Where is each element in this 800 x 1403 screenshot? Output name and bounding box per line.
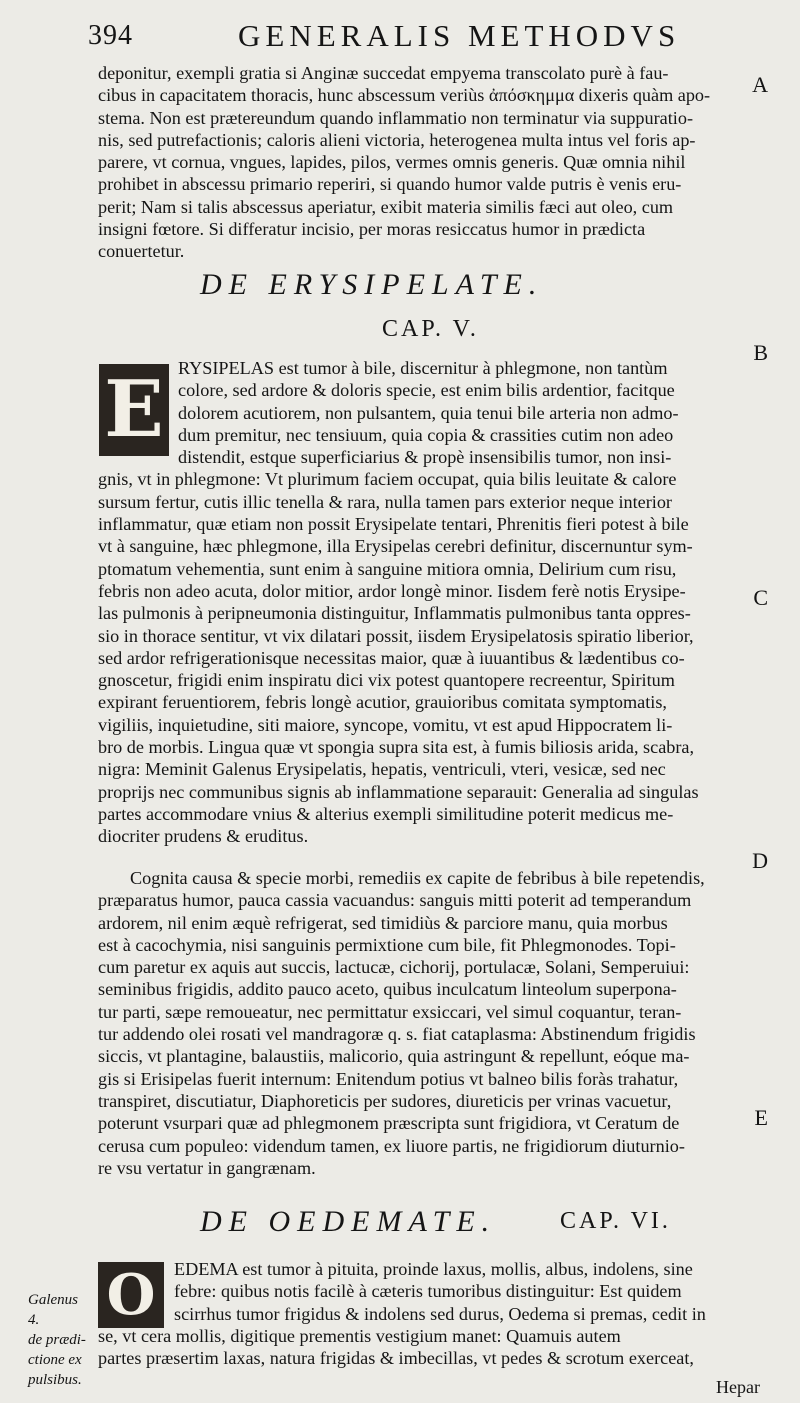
text-line: EDEMA est tumor à pituita, proinde laxus, mollis, albus, indolens, sine (174, 1259, 693, 1279)
text-line: præparatus humor, pauca cassia vacuandus: sanguis mitti poterit ad temperandum (98, 890, 692, 911)
text-line: inflammatur, quæ etiam non possit Erysipelate tentari, Phrenitis fieri potest à bile (98, 514, 689, 535)
text-line: sed ardor refrigerationisque necessitas maior, quæ à iuuantibus & lædentibus co- (98, 647, 685, 668)
text-line: re vsu vertatur in gangrænam. (98, 1157, 316, 1178)
text-line: gnis, vt in phlegmone: Vt plurimum faciem occupat, quia bilis leuitate & calore (98, 469, 677, 490)
text-line: diocriter prudens & eruditus. (98, 826, 309, 847)
text-line: febre: quibus notis facilè à cæteris tumoribus distinguitur: Est quidem (174, 1281, 682, 1302)
marginal-note (28, 1290, 92, 1390)
text-line: partes præsertim laxas, natura frigidas & imbecillas, vt pedes & scrotum exerceat, (98, 1348, 694, 1369)
catchword: Hepar (716, 1377, 760, 1397)
text-line: conuertetur. (98, 241, 185, 262)
text-line: poterunt vsurpari quæ ad phlegmonem præscripta sunt frigidiora, vt Ceratum de (98, 1113, 680, 1134)
text-line: cibus in capacitatem thoracis, hunc abscessum veriùs ἀπόσκημμα dixeris quàm apo- (98, 85, 711, 106)
chapter-number-v: CAP. V. (382, 316, 479, 342)
text-line: bro de morbis. Lingua quæ vt spongia supra sita est, à fumis biliosis arida, scabra, (98, 737, 695, 758)
text-line: seminibus frigidis, addito pauco aceto, quibus inculcatum linteolum superpona- (98, 979, 677, 1000)
text-line: gis si Erisipelas fuerit internum: Enitendum potius vt balneo bilis foràs trahatur, (98, 1068, 679, 1089)
text-line: tur parti, sæpe remoueatur, nec permittatur exsiccari, vel simul coquantur, teran- (98, 1001, 682, 1022)
text-line: stema. Non est prætereundum quando inflammatio non terminatur via suppuratio- (98, 107, 694, 128)
dropcap-letter: E (104, 364, 164, 455)
text-line: colore, sed ardore & doloris specie, est enim bilis ardentior, facitque (178, 380, 675, 401)
text-line: ardorem, nil enim æquè refrigerat, sed timidiùs & parciore manu, quia morbus (98, 912, 668, 933)
page-number: 394 (88, 20, 133, 51)
text-line: gnoscetur, frigidi enim inspiratu dici vix potest quantopere recreentur, Spiritum (98, 670, 675, 691)
text-line: dolorem acutiorem, non pulsantem, quia tenui bile arteria non admo- (178, 402, 679, 423)
text-line: siccis, vt plantagine, balaustiis, malicorio, quia astringunt & repellunt, eóque ma- (98, 1046, 690, 1067)
text-line: partes accommodare vnius & alterius exempli similitudine poterit medicus me- (98, 803, 674, 824)
text-line: nis, sed putrefactionis; caloris alieni victoria, heterogenea multa intus vel foris ap- (98, 129, 696, 150)
dropcap-letter: O (106, 1262, 156, 1328)
text-line: tur addendo olei rosati vel mandragoræ q. s. fiat cataplasma: Abstinendum frigidis (98, 1024, 696, 1045)
marginal-note-line: de prædi- (28, 1332, 86, 1348)
text-line: se, vt cera mollis, digitique prementis vestigium manet: Quamuis autem (98, 1325, 621, 1346)
text-line: dum premitur, nec tensiuum, quia copia & crassities cutim non adeo (178, 424, 674, 445)
paragraph-oedema (98, 1258, 758, 1369)
section-heading-erysipelate: DE ERYSIPELATE. (200, 268, 544, 301)
text-line: Cognita causa & specie morbi, remediis ex capite de febribus à bile repetendis, (130, 868, 705, 888)
text-line: transpiret, discutiatur, Diaphoreticis per sudores, diureticis per vrinas vacuetur, (98, 1090, 672, 1111)
text-line: proprijs nec communibus signis ab inflammatione separauit: Generalia ad singulas (98, 781, 699, 802)
text-line: sio in thorace sentitur, vt vix dilatari possit, iisdem Erysipelatosis spiratio liberior, (98, 625, 694, 646)
text-line: las pulmonis à peripneumonia distinguitur, Inflammatis pulmonibus tanta oppres- (98, 603, 691, 624)
margin-letter-a: A (752, 72, 768, 97)
text-line: est à cacochymia, nisi sanguinis permixtione cum bile, fit Phlegmonodes. Topi- (98, 934, 676, 955)
margin-letter-d: D (752, 848, 768, 873)
running-title: GENERALIS METHODVS (238, 18, 681, 53)
text-line: parere, vt cornua, vngues, lapides, pilos, vermes omnis generis. Quæ omnia nihil (98, 152, 686, 173)
text-line: febris non adeo acuta, dolor mitior, ardor longè minor. Iisdem ferè notis Erysipe- (98, 580, 686, 601)
text-line: insigni fœtore. Si differatur incisio, per moras resiccatus humor in prædicta (98, 219, 646, 240)
text-line: cum paretur ex aquis aut succis, lactucæ, cichorij, portulacæ, Solani, Semperuiui: (98, 957, 690, 978)
text-line: distendit, estque superficiarius & propè insensibilis tumor, non insi- (178, 447, 672, 468)
margin-letter-b: B (753, 340, 768, 365)
paragraph-erysipelas (98, 357, 758, 848)
text-line: ptomatum vehementia, sunt enim à sanguine mitiora omnia, Delirium cum risu, (98, 558, 677, 579)
margin-letter-c: C (753, 585, 768, 610)
text-line: vt à sanguine, hæc phlegmone, illa Erysipelas cerebri definitur, discernuntur sym- (98, 536, 693, 557)
paragraph-abscess (98, 62, 758, 263)
text-line: vigiliis, inquietudine, siti maiore, syncope, vomitu, vt est apud Hippocratem li- (98, 714, 673, 735)
text-line: perit; Nam si talis abscessus aperiatur, exibit materia similis fæci aut oleo, cum (98, 196, 674, 217)
text-line: cerusa cum populeo: videndum tamen, ex liuore partis, ne frigidiorum diuturnio- (98, 1135, 685, 1156)
text-line: sursum fertur, cutis illic tenella & rara, nulla tamen pars exterior neque interior (98, 491, 672, 512)
text-line: scirrhus tumor frigidus & indolens sed durus, Oedema si premas, cedit in (174, 1303, 706, 1324)
text-line: expirant feruentiorem, febris longè acutior, grauioribus comitata symptomatis, (98, 692, 667, 713)
marginal-note-line: ctione ex (28, 1352, 82, 1368)
text-line: deponitur, exempli gratia si Anginæ succedat empyema transcolato purè à fau- (98, 63, 669, 83)
text-line: nigra: Meminit Galenus Erysipelatis, hepatis, ventriculi, vteri, vesicæ, sed nec (98, 759, 666, 780)
text-line: RYSIPELAS est tumor à bile, discernitur à phlegmone, non tantùm (178, 358, 668, 378)
chapter-number-vi: CAP. VI. (560, 1208, 671, 1234)
page-header (0, 18, 800, 58)
marginal-note-line: Galenus 4. (28, 1292, 78, 1328)
margin-letter-e: E (754, 1105, 768, 1130)
marginal-note-line: pulsibus. (28, 1372, 82, 1388)
section-heading-oedemate: DE OEDEMATE. (200, 1205, 497, 1238)
text-line: prohibet in abscessu primario reperiri, si quando humor valde putris è venis eru- (98, 174, 682, 195)
paragraph-treatment (98, 867, 758, 1179)
